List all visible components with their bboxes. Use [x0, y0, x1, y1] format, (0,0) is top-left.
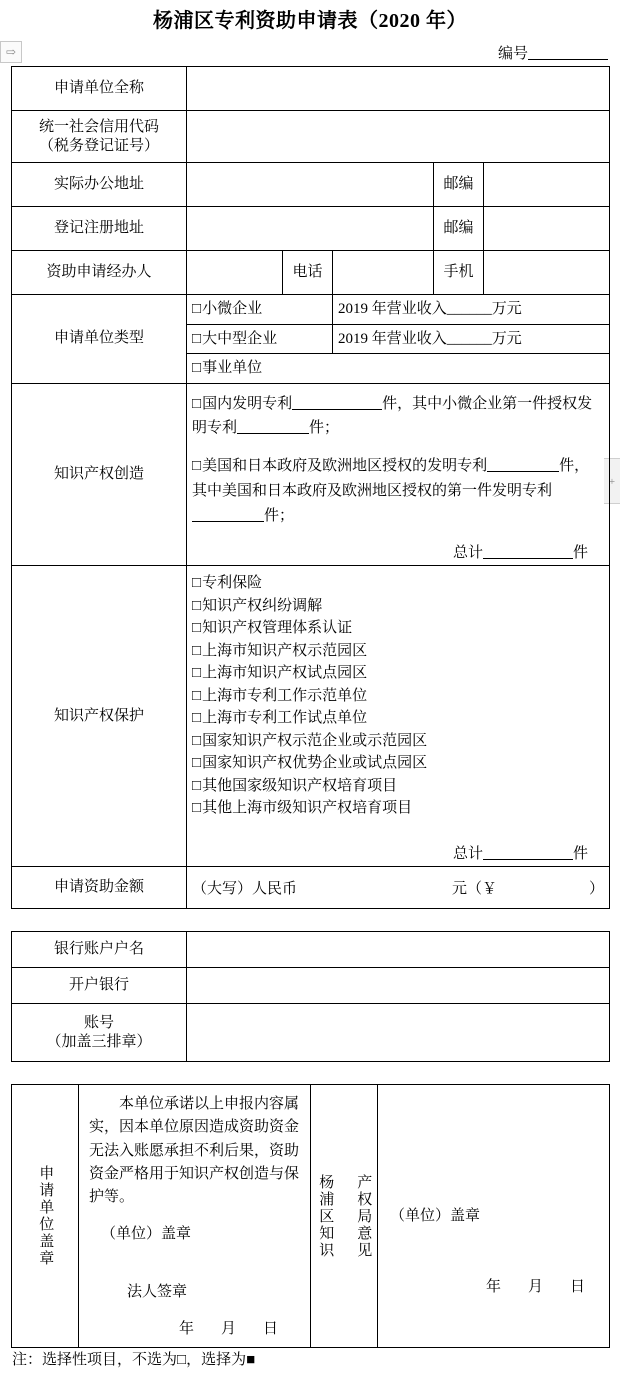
applicant-info-table [11, 66, 610, 909]
subsidy-amount-suffix: 元（￥ [452, 880, 498, 897]
table-row-bank-account-number [12, 1004, 610, 1062]
domestic-patent-text-a: 国内发明专利 [202, 395, 293, 412]
ip-protection-total [192, 842, 604, 863]
checkbox-small-micro-enterprise[interactable] [187, 295, 333, 325]
domestic-patent-text-b: 件，其中小微企业第一件授权发 [382, 395, 593, 412]
foreign-patent-text-a: 美国和日本政府及欧洲地区授权的发明专利 [202, 458, 488, 474]
revenue-small-micro-text: 2019 年营业收入______万元 [338, 301, 522, 317]
checkbox-large-medium-enterprise[interactable] [187, 324, 333, 354]
input-register-zip[interactable] [484, 207, 610, 251]
label-ip-protection: 知识产权保护 [12, 566, 187, 867]
foreign-patent-text-c: 其中美国和日本政府及欧洲地区授权的第一件发明专利 [192, 482, 553, 499]
label-bank-account-name: 银行账户户名 [12, 932, 187, 968]
checkbox-national-ip-advantage-enterprise[interactable]: □ 国家知识产权优势企业或试点园区 [192, 752, 604, 775]
input-subsidy-amount[interactable] [187, 866, 610, 908]
footnote [12, 1348, 255, 1369]
label-unit-name: 申请单位全称 [12, 67, 187, 111]
foreign-first-patent-blank[interactable] [192, 508, 264, 522]
ip-creation-content [187, 383, 610, 566]
serial-number-blank[interactable] [528, 45, 608, 60]
revenue-large-medium-text: 2019 年营业收入______万元 [338, 330, 522, 347]
table-row-unit-type-1 [12, 295, 610, 325]
checkbox-national-ip-demo-enterprise[interactable]: □ 国家知识产权示范企业或示范园区 [192, 730, 604, 753]
applicant-date-line[interactable]: 年 月 日 [178, 1320, 284, 1337]
unit-stamp-label: （单位）盖章 [101, 1226, 192, 1243]
checkbox-shanghai-patent-pilot-unit[interactable]: □ 上海市专利工作试点单位 [192, 707, 604, 730]
ip-creation-total [192, 541, 604, 562]
ip-protection-total-unit: 件 [573, 845, 589, 862]
label-office-address: 实际办公地址 [12, 163, 187, 207]
domestic-first-patent-blank[interactable] [237, 420, 309, 434]
checkbox-ip-dispute-mediation[interactable]: □ 知识产权纠纷调解 [192, 595, 604, 618]
plus-handle-icon[interactable]: + [604, 458, 620, 504]
label-mobile: 手机 [434, 251, 484, 295]
checkbox-other-shanghai-ip-project[interactable]: □ 其他上海市级知识产权培育项目 [192, 797, 604, 820]
footnote-prefix: 注：选择性项目，不选为 [12, 1352, 178, 1368]
label-subsidy-amount: 申请资助金额 [12, 866, 187, 908]
declaration-text: 本单位承诺以上申报内容属实，因本单位原因造成资助资金无法入账愿承担不利后果，资助资金严格用于知识产权创造与保护等。 [89, 1096, 300, 1205]
input-bank-account-number[interactable] [187, 1004, 610, 1062]
footnote-unchecked-glyph: □ [177, 1352, 187, 1368]
foreign-patent-text-b: 件， [559, 458, 590, 474]
checkbox-other-national-ip-project[interactable]: □ 其他国家级知识产权培育项目 [192, 775, 604, 798]
input-office-zip[interactable] [484, 163, 610, 207]
label-telephone: 电话 [283, 251, 333, 295]
checkbox-domestic-patent[interactable] [192, 396, 202, 412]
ip-creation-item-domestic[interactable] [192, 392, 604, 442]
foreign-patent-text-d: 件； [264, 507, 295, 524]
input-unit-name[interactable] [187, 67, 610, 111]
ip-creation-total-label: 总计 [453, 545, 484, 562]
ip-protection-total-blank[interactable] [483, 846, 573, 860]
input-telephone[interactable] [333, 251, 434, 295]
foreign-patent-count-blank[interactable] [487, 458, 559, 472]
label-register-zip: 邮编 [434, 207, 484, 251]
domestic-patent-count-blank[interactable] [292, 396, 382, 410]
ip-office-date-line[interactable]: 年 月 日 [485, 1279, 591, 1296]
legal-signature-label: 法人签章 [127, 1283, 188, 1300]
table-row-register-address [12, 207, 610, 251]
checkbox-shanghai-ip-pilot-park[interactable]: □ 上海市知识产权试点园区 [192, 662, 604, 685]
applicant-declaration-cell[interactable] [79, 1085, 311, 1348]
footnote-checked-glyph: ■ [246, 1352, 256, 1368]
subsidy-amount-close: ） [589, 880, 605, 897]
label-bank-account-number: 账号 （加盖三排章） [12, 1004, 187, 1062]
input-credit-code[interactable] [187, 111, 610, 163]
table-row-subsidy-amount [12, 866, 610, 908]
checkbox-large-medium-label: □ 大中型企业 [192, 331, 277, 347]
table-row-ip-protection [12, 566, 610, 867]
ip-creation-item-foreign[interactable] [192, 454, 604, 528]
checkbox-institution[interactable] [187, 354, 610, 384]
input-register-address[interactable] [187, 207, 434, 251]
checkbox-foreign-patent[interactable] [192, 458, 202, 474]
ip-protection-content [187, 566, 610, 867]
checkbox-patent-insurance[interactable]: □ 专利保险 [192, 572, 604, 595]
table-row-ip-creation [12, 383, 610, 566]
table-row-credit-code [12, 111, 610, 163]
ip-office-opinion-cell[interactable] [378, 1085, 610, 1348]
label-office-zip: 邮编 [434, 163, 484, 207]
checkbox-institution-label: □ 事业单位 [192, 360, 262, 376]
subsidy-amount-prefix: （大写）人民币 [192, 880, 298, 897]
label-unit-type: 申请单位类型 [12, 295, 187, 384]
label-contact-person: 资助申请经办人 [12, 251, 187, 295]
serial-number-field [498, 42, 608, 63]
label-bank-name: 开户银行 [12, 968, 187, 1004]
input-office-address[interactable] [187, 163, 434, 207]
table-row-unit-name [12, 67, 610, 111]
page-title: 杨浦区专利资助申请表（2020 年） [153, 10, 467, 32]
serial-number-label: 编号 [497, 46, 528, 62]
domestic-patent-text-c: 明专利 [192, 420, 238, 437]
applicant-stamp-label-cell [12, 1085, 79, 1348]
input-bank-name[interactable] [187, 968, 610, 1004]
input-revenue-small-micro[interactable] [333, 295, 610, 325]
table-row-office-address [12, 163, 610, 207]
footnote-middle: ，选择为 [186, 1352, 247, 1368]
checkbox-shanghai-patent-demo-unit[interactable]: □ 上海市专利工作示范单位 [192, 685, 604, 708]
expand-arrow-icon[interactable]: ⇨ [0, 41, 22, 63]
domestic-patent-text-d: 件； [309, 420, 340, 437]
ip-office-label-cell [311, 1085, 378, 1348]
ip-office-vertical-label-right: 产权局意见 [355, 1173, 372, 1259]
checkbox-shanghai-ip-demo-park[interactable]: □ 上海市知识产权示范园区 [192, 640, 604, 663]
label-register-address: 登记注册地址 [12, 207, 187, 251]
bank-info-table [11, 931, 610, 1062]
input-contact-name[interactable] [187, 251, 283, 295]
table-row-signature [12, 1085, 610, 1348]
table-row-contact [12, 251, 610, 295]
ip-creation-total-unit: 件 [573, 545, 589, 562]
applicant-stamp-vertical-label: 申请单位盖章 [37, 1165, 54, 1267]
ip-protection-total-label: 总计 [453, 845, 484, 862]
table-row-bank-name [12, 968, 610, 1004]
ip-office-vertical-label-left: 杨浦区知识 [317, 1173, 334, 1259]
table-row-bank-account-name [12, 932, 610, 968]
label-credit-code: 统一社会信用代码 （税务登记证号） [12, 111, 187, 163]
input-mobile[interactable] [484, 251, 610, 295]
input-revenue-large-medium[interactable] [333, 324, 610, 354]
signature-table [11, 1084, 610, 1348]
checkbox-ip-management-certification[interactable]: □ 知识产权管理体系认证 [192, 617, 604, 640]
label-ip-creation: 知识产权创造 [12, 383, 187, 566]
ip-office-stamp-label: （单位）盖章 [390, 1208, 481, 1224]
input-bank-account-name[interactable] [187, 932, 610, 968]
checkbox-small-micro-label: □ 小微企业 [192, 301, 262, 317]
ip-creation-total-blank[interactable] [483, 545, 573, 559]
